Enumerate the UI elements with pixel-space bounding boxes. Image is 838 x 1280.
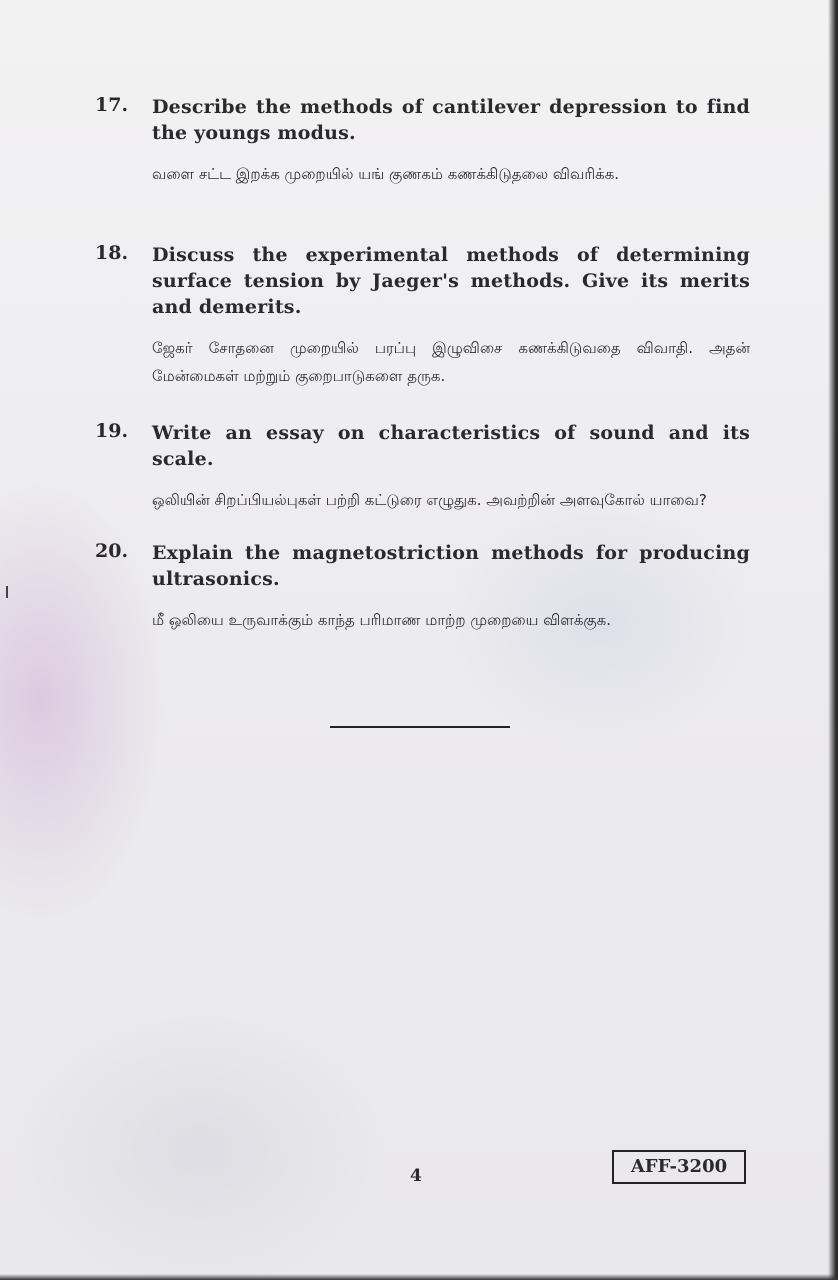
question-english-text: Describe the methods of cantilever depression to find the youngs modus. (152, 96, 750, 144)
question-number: 17. (95, 94, 129, 116)
question-number: 18. (95, 242, 129, 264)
question-20 (95, 540, 750, 634)
question-tamil-text: ஒலியின் சிறப்பியல்புகள் பற்றி கட்டுரை எழுதுக. அவற்றின் அளவுகோல் யாவை? (152, 491, 707, 509)
question-18 (95, 242, 750, 390)
question-tamil-text: ஜேகர் சோதனை முறையில் பரப்பு இழுவிசை கணக்கிடுவதை விவாதி. அதன் மேன்மைகள் மற்றும் குறைபாடுகளை தருக. (152, 339, 750, 385)
question-19 (95, 420, 750, 514)
page-edge-shadow-bottom (0, 1274, 838, 1280)
end-divider (330, 726, 510, 728)
question-17 (95, 94, 750, 188)
question-tamil-text: வளை சட்ட இறக்க முறையில் யங் குணகம் கணக்கிடுதலை விவரிக்க. (152, 165, 620, 183)
paper-code-box: AFF-3200 (612, 1150, 746, 1184)
question-number: 20. (95, 540, 129, 562)
page-edge-shadow (828, 0, 838, 1280)
question-english-text: Explain the magnetostriction methods for producing ultrasonics. (152, 542, 750, 590)
page-number: 4 (410, 1166, 422, 1186)
question-english-text: Write an essay on characteristics of sound and its scale. (152, 422, 750, 470)
question-tamil-text: மீ ஒலியை உருவாக்கும் காந்த பரிமாண மாற்ற முறையை விளக்குக. (152, 611, 612, 629)
margin-mark (6, 586, 8, 598)
question-english-text: Discuss the experimental methods of determining surface tension by Jaeger's methods. Give its merits and demerits. (152, 244, 750, 318)
question-number: 19. (95, 420, 129, 442)
